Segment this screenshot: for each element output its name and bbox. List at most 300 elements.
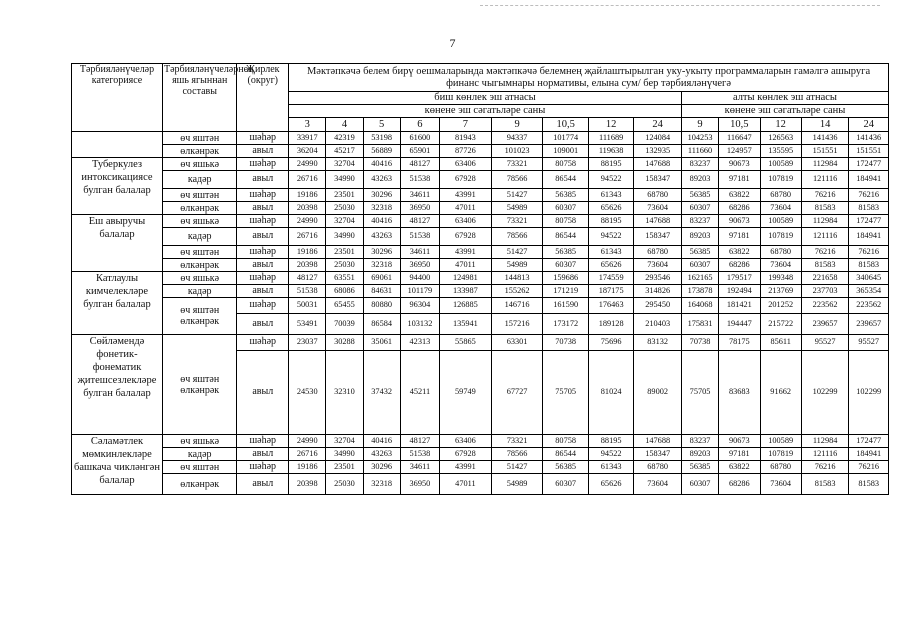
value-cell: 119638 (588, 145, 633, 158)
value-cell: 151551 (849, 145, 889, 158)
value-cell: 94522 (588, 228, 633, 246)
age-cell: өлкәнрәк (162, 259, 236, 272)
value-cell: 43263 (363, 448, 400, 461)
value-cell: 32704 (326, 215, 363, 228)
value-cell: 100589 (760, 158, 801, 171)
value-cell: 124957 (719, 145, 760, 158)
value-cell: 83237 (681, 158, 718, 171)
hours-six-1: 10,5 (719, 118, 760, 132)
value-cell: 80880 (363, 298, 400, 314)
value-cell: 90673 (719, 158, 760, 171)
table-row (72, 474, 889, 495)
category-cell: Сәламәтлек мөмкинлекләре башкача чикләнгән балалар (72, 435, 163, 495)
value-cell: 86584 (363, 314, 400, 335)
value-cell: 65901 (400, 145, 439, 158)
value-cell: 55865 (440, 335, 492, 351)
value-cell: 223562 (849, 298, 889, 314)
category-cell: Еш авыручы балалар (72, 215, 163, 272)
locality-cell: авыл (237, 285, 289, 298)
value-cell: 65626 (588, 202, 633, 215)
value-cell: 70738 (543, 335, 588, 351)
value-cell: 34990 (326, 228, 363, 246)
value-cell: 76216 (849, 189, 889, 202)
value-cell: 37432 (363, 351, 400, 435)
value-cell: 83132 (634, 335, 682, 351)
value-cell: 19186 (289, 246, 326, 259)
table-row (72, 272, 889, 285)
value-cell: 67928 (440, 448, 492, 461)
value-cell: 81024 (588, 351, 633, 435)
table-row (72, 132, 889, 145)
value-cell: 174559 (588, 272, 633, 285)
value-cell: 157216 (491, 314, 543, 335)
value-cell: 107819 (760, 171, 801, 189)
hours-six-2: 12 (760, 118, 801, 132)
value-cell: 151551 (801, 145, 849, 158)
value-cell: 60307 (681, 259, 718, 272)
value-cell: 83237 (681, 215, 718, 228)
header-hours-six: көнене эш сәгатьләре саны (681, 105, 888, 118)
value-cell: 173172 (543, 314, 588, 335)
value-cell: 26716 (289, 171, 326, 189)
value-cell: 61343 (588, 246, 633, 259)
value-cell: 48127 (400, 435, 439, 448)
hours-five-2: 5 (363, 118, 400, 132)
value-cell: 80758 (543, 158, 588, 171)
header-age: Тәрбияләнүчеләрнең яшь ягыннан составы (162, 64, 236, 132)
value-cell: 340645 (849, 272, 889, 285)
value-cell: 45211 (400, 351, 439, 435)
value-cell: 161590 (543, 298, 588, 314)
value-cell: 135941 (440, 314, 492, 335)
value-cell: 133987 (440, 285, 492, 298)
value-cell: 54989 (491, 474, 543, 495)
value-cell: 172477 (849, 435, 889, 448)
value-cell: 61343 (588, 461, 633, 474)
locality-cell: авыл (237, 448, 289, 461)
header-five-day: биш көнлек эш атнасы (289, 92, 682, 105)
value-cell: 73604 (634, 259, 682, 272)
header-six-day: алты көнлек эш атнасы (681, 92, 888, 105)
value-cell: 63406 (440, 435, 492, 448)
age-cell: өч яшькә (162, 272, 236, 285)
value-cell: 121116 (801, 228, 849, 246)
value-cell: 101179 (400, 285, 439, 298)
value-cell: 85611 (760, 335, 801, 351)
value-cell: 365354 (849, 285, 889, 298)
age-cell: өч яштән (162, 461, 236, 474)
age-cell: өлкәнрәк (162, 202, 236, 215)
value-cell: 36950 (400, 474, 439, 495)
value-cell: 48127 (400, 215, 439, 228)
age-cell: өч яштән өлкәнрәк (162, 298, 236, 335)
value-cell: 47011 (440, 474, 492, 495)
value-cell: 100589 (760, 215, 801, 228)
value-cell: 126885 (440, 298, 492, 314)
category-cell: Туберкулез интоксикациясе булган балалар (72, 158, 163, 215)
hours-five-5: 9 (491, 118, 543, 132)
value-cell: 68286 (719, 259, 760, 272)
value-cell: 184941 (849, 228, 889, 246)
value-cell: 194447 (719, 314, 760, 335)
locality-cell: шәһәр (237, 189, 289, 202)
value-cell: 20398 (289, 202, 326, 215)
value-cell: 68286 (719, 202, 760, 215)
value-cell: 221658 (801, 272, 849, 285)
value-cell: 175831 (681, 314, 718, 335)
locality-cell: шәһәр (237, 461, 289, 474)
value-cell: 97181 (719, 171, 760, 189)
age-cell: өч яшькә (162, 435, 236, 448)
value-cell: 88195 (588, 158, 633, 171)
value-cell: 36204 (289, 145, 326, 158)
value-cell: 47011 (440, 202, 492, 215)
value-cell: 43991 (440, 246, 492, 259)
age-cell: кадәр (162, 171, 236, 189)
value-cell: 78566 (491, 171, 543, 189)
value-cell: 24990 (289, 215, 326, 228)
value-cell: 68780 (634, 189, 682, 202)
hours-five-6: 10,5 (543, 118, 588, 132)
value-cell: 101774 (543, 132, 588, 145)
age-cell: өч яштән (162, 189, 236, 202)
value-cell: 63406 (440, 158, 492, 171)
value-cell: 158347 (634, 171, 682, 189)
value-cell: 42319 (326, 132, 363, 145)
table-row (72, 189, 889, 202)
value-cell: 23501 (326, 189, 363, 202)
value-cell: 59749 (440, 351, 492, 435)
value-cell: 141436 (801, 132, 849, 145)
value-cell: 75696 (588, 335, 633, 351)
value-cell: 109001 (543, 145, 588, 158)
value-cell: 159686 (543, 272, 588, 285)
locality-cell: шәһәр (237, 435, 289, 448)
value-cell: 23501 (326, 246, 363, 259)
value-cell: 43991 (440, 189, 492, 202)
value-cell: 73604 (760, 259, 801, 272)
value-cell: 33917 (289, 132, 326, 145)
value-cell: 19186 (289, 189, 326, 202)
hours-five-3: 6 (400, 118, 439, 132)
value-cell: 146716 (491, 298, 543, 314)
value-cell: 75705 (681, 351, 718, 435)
value-cell: 171219 (543, 285, 588, 298)
value-cell: 158347 (634, 228, 682, 246)
locality-cell: авыл (237, 171, 289, 189)
hours-five-7: 12 (588, 118, 633, 132)
value-cell: 32704 (326, 158, 363, 171)
table-row (72, 335, 889, 351)
value-cell: 45217 (326, 145, 363, 158)
value-cell: 76216 (849, 246, 889, 259)
value-cell: 107819 (760, 228, 801, 246)
value-cell: 210403 (634, 314, 682, 335)
value-cell: 83237 (681, 435, 718, 448)
value-cell: 42313 (400, 335, 439, 351)
value-cell: 68780 (760, 246, 801, 259)
locality-cell: шәһәр (237, 158, 289, 171)
value-cell: 43991 (440, 461, 492, 474)
value-cell: 61343 (588, 189, 633, 202)
value-cell: 102299 (801, 351, 849, 435)
value-cell: 63822 (719, 246, 760, 259)
header-main: Мәктәпкәчә белем бирү оешмаларында мәктәпкәчә белемнең җайлаштырылган уку-укыту программаларын гамәлгә ашыруга финанс чыгымнары нормативы, елына сум/ бер тәрбияләнүчегә (289, 64, 889, 92)
locality-cell: авыл (237, 259, 289, 272)
value-cell: 24990 (289, 435, 326, 448)
value-cell: 30296 (363, 246, 400, 259)
locality-cell: шәһәр (237, 298, 289, 314)
locality-cell: авыл (237, 314, 289, 335)
age-cell: өч яштән өлкәнрәк (162, 335, 236, 435)
value-cell: 60307 (543, 259, 588, 272)
normatives-table (71, 63, 889, 495)
value-cell: 94337 (491, 132, 543, 145)
value-cell: 81583 (849, 202, 889, 215)
value-cell: 91662 (760, 351, 801, 435)
locality-cell: шәһәр (237, 132, 289, 145)
value-cell: 40416 (363, 435, 400, 448)
value-cell: 86544 (543, 228, 588, 246)
value-cell: 76216 (801, 189, 849, 202)
age-cell: өч яштән (162, 132, 236, 145)
value-cell: 147688 (634, 435, 682, 448)
value-cell: 295450 (634, 298, 682, 314)
value-cell: 60307 (681, 202, 718, 215)
table-row (72, 285, 889, 298)
value-cell: 56385 (543, 189, 588, 202)
value-cell: 192494 (719, 285, 760, 298)
value-cell: 69061 (363, 272, 400, 285)
value-cell: 86544 (543, 448, 588, 461)
value-cell: 141436 (849, 132, 889, 145)
value-cell: 63406 (440, 215, 492, 228)
age-cell: өлкәнрәк (162, 474, 236, 495)
value-cell: 34611 (400, 189, 439, 202)
value-cell: 60307 (543, 474, 588, 495)
value-cell: 63301 (491, 335, 543, 351)
value-cell: 56889 (363, 145, 400, 158)
table-row (72, 298, 889, 314)
value-cell: 19186 (289, 461, 326, 474)
table-row (72, 215, 889, 228)
value-cell: 94522 (588, 448, 633, 461)
value-cell: 162165 (681, 272, 718, 285)
value-cell: 60307 (543, 202, 588, 215)
value-cell: 97181 (719, 228, 760, 246)
age-cell: өч яштән (162, 246, 236, 259)
value-cell: 51427 (491, 246, 543, 259)
value-cell: 36950 (400, 259, 439, 272)
table-row (72, 145, 889, 158)
value-cell: 201252 (760, 298, 801, 314)
value-cell: 34611 (400, 461, 439, 474)
value-cell: 215722 (760, 314, 801, 335)
value-cell: 32704 (326, 435, 363, 448)
page-number: 7 (449, 36, 456, 50)
value-cell: 237703 (801, 285, 849, 298)
value-cell: 94522 (588, 171, 633, 189)
value-cell: 73604 (634, 202, 682, 215)
value-cell: 124981 (440, 272, 492, 285)
value-cell: 84631 (363, 285, 400, 298)
value-cell: 147688 (634, 158, 682, 171)
value-cell: 26716 (289, 448, 326, 461)
value-cell: 24530 (289, 351, 326, 435)
locality-cell: шәһәр (237, 246, 289, 259)
value-cell: 40416 (363, 215, 400, 228)
locality-cell: шәһәр (237, 272, 289, 285)
value-cell: 47011 (440, 259, 492, 272)
value-cell: 34611 (400, 246, 439, 259)
value-cell: 121116 (801, 448, 849, 461)
value-cell: 68286 (719, 474, 760, 495)
locality-cell: авыл (237, 228, 289, 246)
value-cell: 187175 (588, 285, 633, 298)
value-cell: 56385 (543, 246, 588, 259)
value-cell: 70738 (681, 335, 718, 351)
value-cell: 223562 (801, 298, 849, 314)
locality-cell: шәһәр (237, 215, 289, 228)
age-cell: өч яшькә (162, 158, 236, 171)
value-cell: 126563 (760, 132, 801, 145)
value-cell: 54989 (491, 259, 543, 272)
value-cell: 30288 (326, 335, 363, 351)
value-cell: 70039 (326, 314, 363, 335)
value-cell: 81583 (801, 259, 849, 272)
value-cell: 95527 (849, 335, 889, 351)
hours-five-8: 24 (634, 118, 682, 132)
category-cell (72, 132, 163, 158)
value-cell: 181421 (719, 298, 760, 314)
value-cell: 26716 (289, 228, 326, 246)
value-cell: 56385 (681, 461, 718, 474)
value-cell: 73321 (491, 215, 543, 228)
age-cell: кадәр (162, 228, 236, 246)
header-locality: Җирлек (округ) (237, 64, 289, 132)
value-cell: 132935 (634, 145, 682, 158)
value-cell: 111689 (588, 132, 633, 145)
value-cell: 63822 (719, 461, 760, 474)
value-cell: 101023 (491, 145, 543, 158)
value-cell: 90673 (719, 435, 760, 448)
value-cell: 32310 (326, 351, 363, 435)
header-hours-five: көнене эш сәгатьләре саны (289, 105, 682, 118)
value-cell: 124084 (634, 132, 682, 145)
locality-cell: авыл (237, 202, 289, 215)
value-cell: 63822 (719, 189, 760, 202)
value-cell: 30296 (363, 189, 400, 202)
value-cell: 68086 (326, 285, 363, 298)
value-cell: 51538 (289, 285, 326, 298)
locality-cell: авыл (237, 474, 289, 495)
table-row (72, 259, 889, 272)
value-cell: 68780 (760, 189, 801, 202)
value-cell: 60307 (681, 474, 718, 495)
table-header (72, 64, 889, 132)
value-cell: 43263 (363, 171, 400, 189)
value-cell: 23501 (326, 461, 363, 474)
hours-five-1: 4 (326, 118, 363, 132)
value-cell: 96304 (400, 298, 439, 314)
value-cell: 176463 (588, 298, 633, 314)
age-cell: өлкәнрәк (162, 145, 236, 158)
value-cell: 199348 (760, 272, 801, 285)
value-cell: 90673 (719, 215, 760, 228)
scan-edge-line (480, 5, 880, 6)
value-cell: 95527 (801, 335, 849, 351)
value-cell: 172477 (849, 158, 889, 171)
category-cell: Сөйләмендә фонетик-фонематик җитешсезлекләре булган балалар (72, 335, 163, 435)
table-row (72, 171, 889, 189)
value-cell: 43263 (363, 228, 400, 246)
value-cell: 54989 (491, 202, 543, 215)
value-cell: 88195 (588, 435, 633, 448)
value-cell: 78566 (491, 448, 543, 461)
value-cell: 112984 (801, 215, 849, 228)
value-cell: 73604 (760, 202, 801, 215)
value-cell: 75705 (543, 351, 588, 435)
hours-five-4: 7 (440, 118, 492, 132)
value-cell: 48127 (400, 158, 439, 171)
table-row (72, 202, 889, 215)
value-cell: 51538 (400, 448, 439, 461)
value-cell: 80758 (543, 215, 588, 228)
value-cell: 65455 (326, 298, 363, 314)
value-cell: 107819 (760, 448, 801, 461)
value-cell: 81583 (801, 474, 849, 495)
category-cell: Катлаулы кимчелекләре булган балалар (72, 272, 163, 335)
value-cell: 25030 (326, 259, 363, 272)
value-cell: 76216 (801, 461, 849, 474)
table-row (72, 448, 889, 461)
value-cell: 73321 (491, 435, 543, 448)
header-category: Тәрбияләнүчеләр категориясе (72, 64, 163, 132)
value-cell: 32318 (363, 474, 400, 495)
value-cell: 102299 (849, 351, 889, 435)
value-cell: 32318 (363, 259, 400, 272)
value-cell: 51427 (491, 461, 543, 474)
value-cell: 100589 (760, 435, 801, 448)
value-cell: 78566 (491, 228, 543, 246)
value-cell: 112984 (801, 158, 849, 171)
value-cell: 34990 (326, 171, 363, 189)
value-cell: 68780 (760, 461, 801, 474)
value-cell: 293546 (634, 272, 682, 285)
value-cell: 89203 (681, 448, 718, 461)
value-cell: 89002 (634, 351, 682, 435)
value-cell: 36950 (400, 202, 439, 215)
value-cell: 50031 (289, 298, 326, 314)
value-cell: 63551 (326, 272, 363, 285)
locality-cell: авыл (237, 351, 289, 435)
value-cell: 144813 (491, 272, 543, 285)
age-cell: кадәр (162, 448, 236, 461)
value-cell: 121116 (801, 171, 849, 189)
value-cell: 111660 (681, 145, 718, 158)
value-cell: 83683 (719, 351, 760, 435)
table-row (72, 246, 889, 259)
value-cell: 239657 (801, 314, 849, 335)
value-cell: 158347 (634, 448, 682, 461)
value-cell: 73604 (634, 474, 682, 495)
hours-five-0: 3 (289, 118, 326, 132)
value-cell: 147688 (634, 215, 682, 228)
value-cell: 68780 (634, 246, 682, 259)
value-cell: 213769 (760, 285, 801, 298)
value-cell: 94400 (400, 272, 439, 285)
value-cell: 24990 (289, 158, 326, 171)
